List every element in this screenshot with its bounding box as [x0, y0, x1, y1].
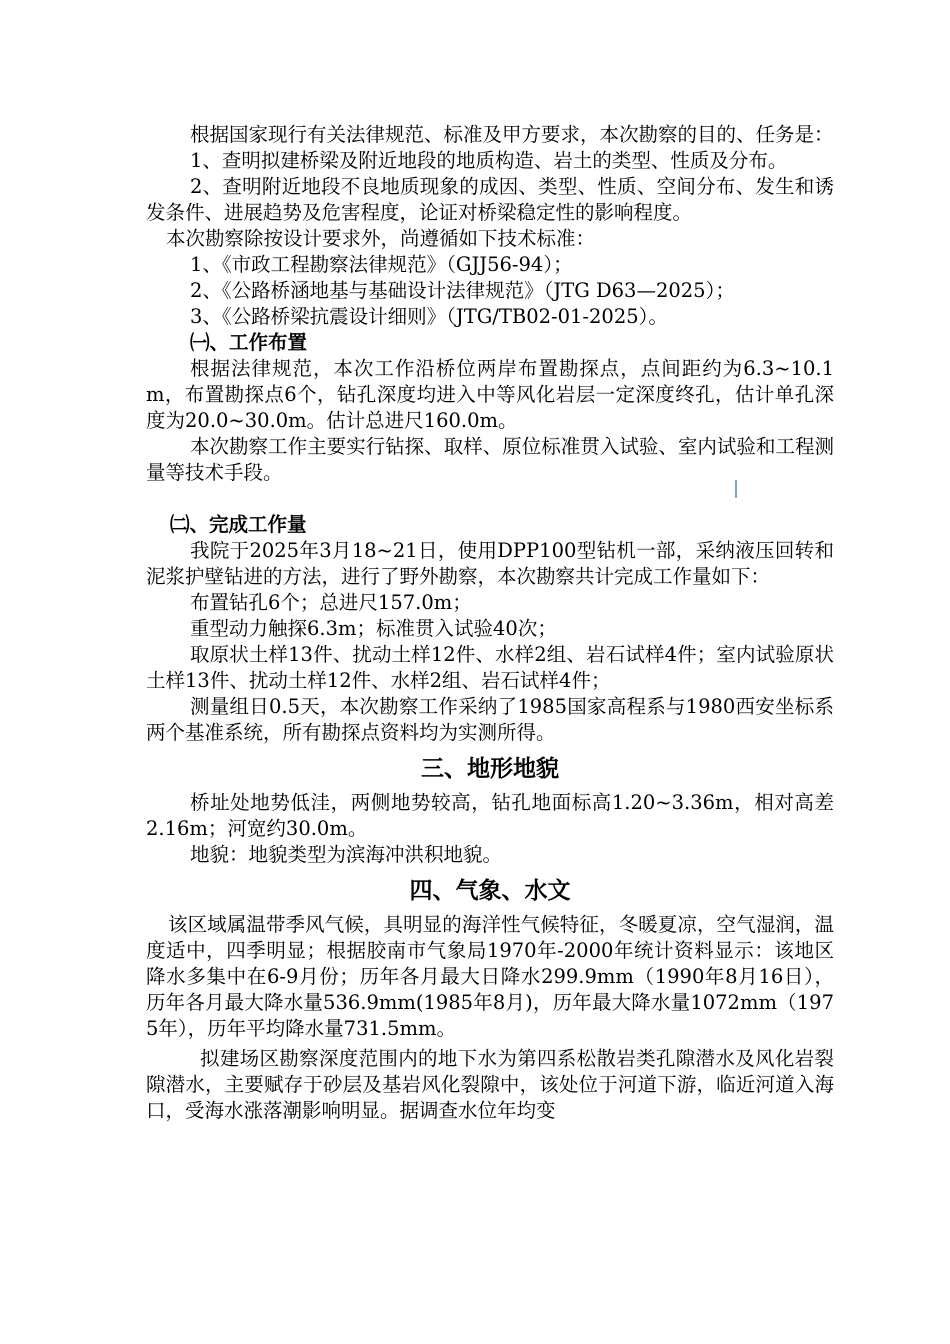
paragraph-landform: 地貌：地貌类型为滨海冲洪积地貌。	[190, 843, 503, 866]
paragraph-standard-3: 3、《公路桥梁抗震设计细则》（JTG/TB02-01-2025）。	[190, 305, 668, 328]
paragraph-purpose: 根据国家现行有关法律规范、标准及甲方要求，本次勘察的目的、任务是：	[190, 123, 834, 146]
paragraph-samples: 取原状土样13件、扰动土样12件、水样2组、岩石试样4件；室内试验原状土样13件、扰动土样12件、水样2组、岩石试样4件；	[146, 643, 834, 692]
document-page	[146, 122, 834, 1124]
paragraph-field-survey: 我院于2025年3月18~21日，使用DPP100型钻机一部，采纳液压回转和泥浆护壁钻进的方法，进行了野外勘察，本次勘察共计完成工作量如下：	[146, 539, 834, 588]
subheading-workload: ㈡、完成工作量	[170, 513, 307, 536]
paragraph-task-1: 1、查明拟建桥梁及附近地段的地质构造、岩土的类型、性质及分布。	[190, 149, 788, 172]
text-cursor-mark	[735, 480, 737, 498]
paragraph-work-layout: 根据法律规范，本次工作沿桥位两岸布置勘探点，点间距约为6.3~10.1m，布置勘探点6个，钻孔深度均进入中等风化岩层一定深度终孔，估计单孔深度为20.0~30.0m。估计总进尺160.0m。	[146, 357, 834, 432]
paragraph-survey-team: 测量组日0.5天，本次勘察工作采纳了1985国家高程系与1980西安坐标系两个基准系统，所有勘探点资料均为实测所得。	[146, 695, 834, 744]
paragraph-terrain: 桥址处地势低洼，两侧地势较高，钻孔地面标高1.20~3.36m，相对高差2.16m；河宽约30.0m。	[146, 791, 834, 840]
paragraph-task-2: 2、查明附近地段不良地质现象的成因、类型、性质、空间分布、发生和诱发条件、进展趋势及危害程度，论证对桥梁稳定性的影响程度。	[146, 175, 834, 224]
paragraph-standard-1: 1、《市政工程勘察法律规范》（GJJ56-94）；	[190, 253, 573, 276]
section-title-terrain: 三、地形地貌	[421, 755, 559, 782]
paragraph-groundwater: 拟建场区勘察深度范围内的地下水为第四系松散岩类孔隙潜水及风化岩裂隙潜水，主要赋存于砂层及基岩风化裂隙中，该处位于河道下游，临近河道入海口，受海水涨落潮影响明显。据调查水位年均变	[146, 1047, 834, 1122]
paragraph-methods: 本次勘察工作主要实行钻探、取样、原位标准贯入试验、室内试验和工程测量等技术手段。	[146, 435, 834, 484]
section-title-climate: 四、气象、水文	[409, 877, 571, 904]
paragraph-standards-intro: 本次勘察除按设计要求外，尚遵循如下技术标准：	[166, 227, 596, 250]
paragraph-penetration: 重型动力触探6.3m；标准贯入试验40次；	[190, 617, 557, 640]
subheading-work-layout: ㈠、工作布置	[190, 331, 308, 354]
paragraph-climate: 该区域属温带季风气候，具明显的海洋性气候特征，冬暖夏凉，空气湿润，温度适中，四季明显；根据胶南市气象局1970年-2000年统计资料显示：该地区降水多集中在6-9月份；历年各月最大日降水299.9mm（1990年8月16日），历年各月最大降水量536.9mm(1985年8月)，历年最大降水量1072mm（1975年），历年平均降水量731.5mm。	[146, 913, 834, 1040]
paragraph-boreholes: 布置钻孔6个；总进尺157.0m；	[190, 591, 472, 614]
paragraph-standard-2: 2、《公路桥涵地基与基础设计法律规范》（JTG D63—2025）；	[190, 279, 735, 302]
